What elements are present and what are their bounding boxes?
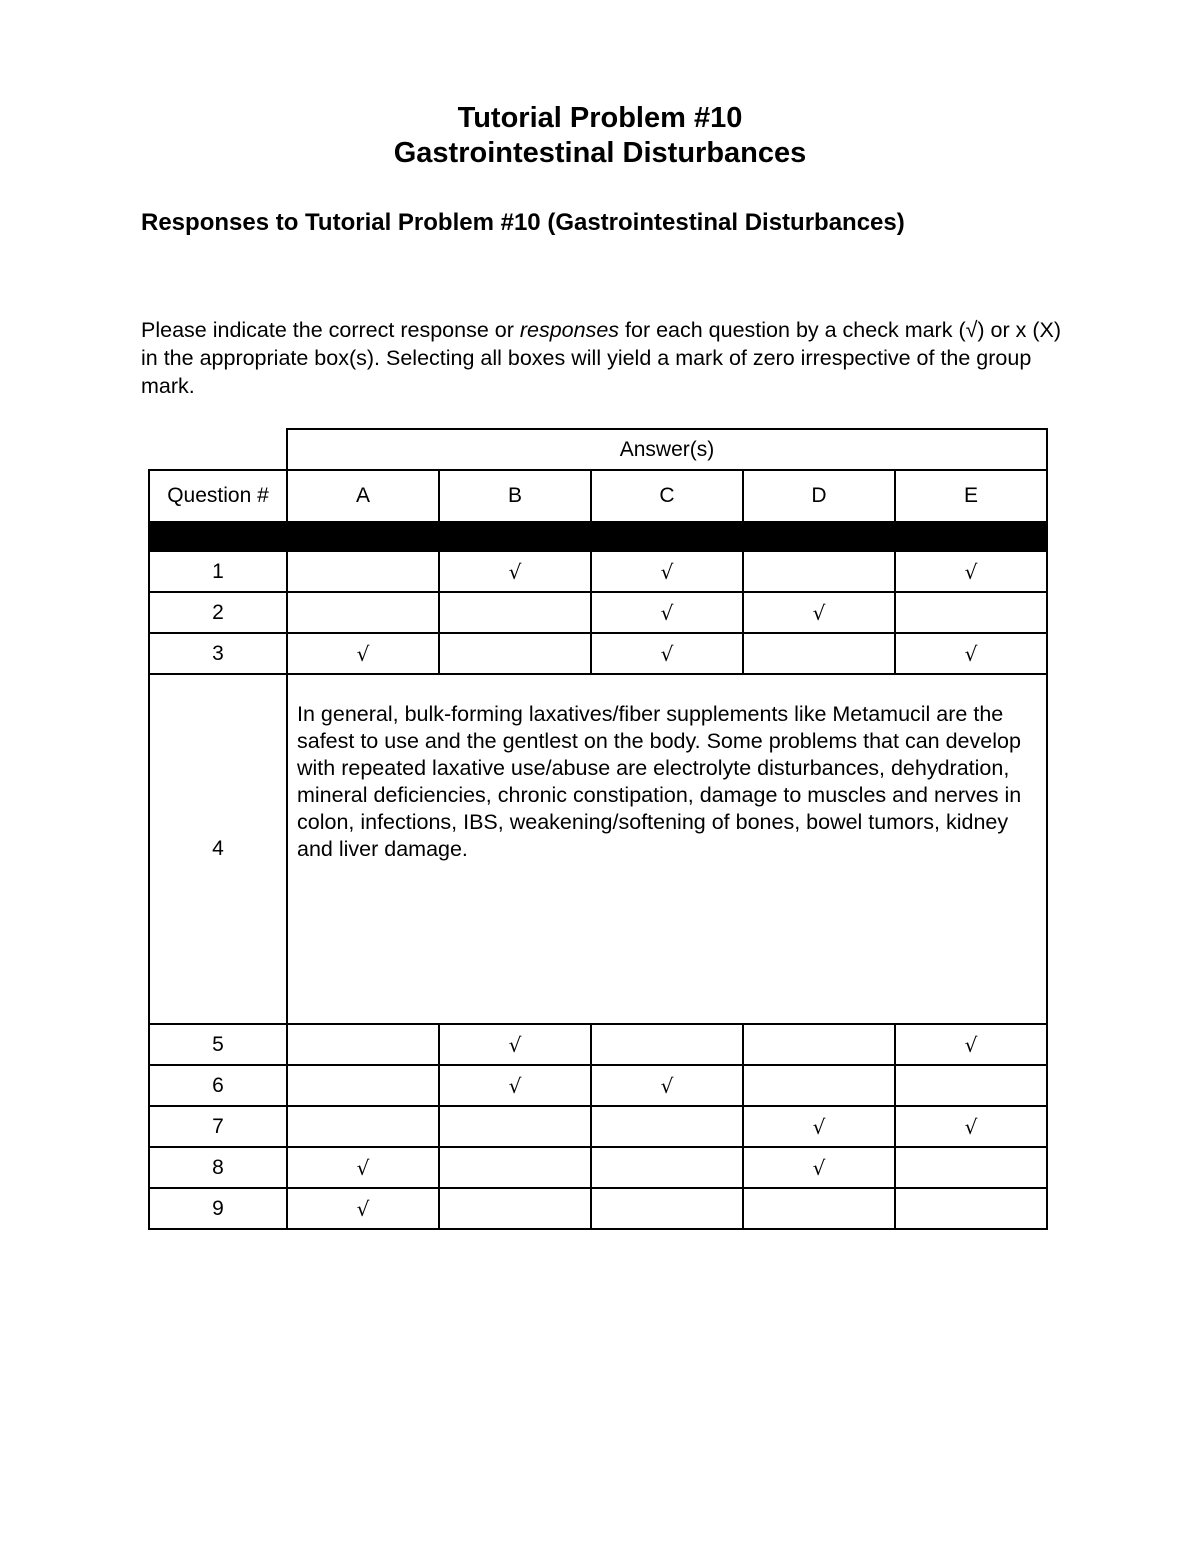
answer-cell[interactable]: √ xyxy=(895,1106,1047,1147)
table-row xyxy=(149,1188,1047,1229)
answer-cell[interactable] xyxy=(439,1147,591,1188)
answer-cell[interactable]: √ xyxy=(287,1188,439,1229)
answer-cell[interactable]: √ xyxy=(743,592,895,633)
question-number: 3 xyxy=(149,633,287,674)
question-number: 1 xyxy=(149,551,287,592)
answer-cell[interactable] xyxy=(287,1106,439,1147)
table-header-row xyxy=(149,470,1047,522)
answer-cell[interactable] xyxy=(287,551,439,592)
divider-row xyxy=(149,522,1047,551)
answer-cell[interactable] xyxy=(743,633,895,674)
answer-cell[interactable] xyxy=(439,592,591,633)
question-number: 6 xyxy=(149,1065,287,1106)
answer-cell[interactable] xyxy=(895,1188,1047,1229)
page-subtitle: Gastrointestinal Disturbances xyxy=(393,137,807,169)
answer-table xyxy=(148,469,1048,1230)
answer-text[interactable]: In general, bulk-forming laxatives/fiber supplements like Metamucil are the safest to use and the gentlest on the body. Some problems that can develop with repeated laxative use/abuse are electrolyte disturbances, dehydration, mineral deficiencies, chronic constipation, damage to muscles and nerves in colon, infections, IBS, weakening/softening of bones, bowel tumors, kidney and liver damage. xyxy=(287,674,1047,1024)
table-row xyxy=(149,1065,1047,1106)
answer-cell[interactable] xyxy=(591,1147,743,1188)
answer-cell[interactable] xyxy=(895,592,1047,633)
column-header-a: A xyxy=(287,470,439,522)
answer-cell[interactable]: √ xyxy=(439,1065,591,1106)
question-number: 5 xyxy=(149,1024,287,1065)
answer-cell[interactable] xyxy=(895,1147,1047,1188)
answer-cell[interactable]: √ xyxy=(591,633,743,674)
table-row xyxy=(149,551,1047,592)
instructions-text-1: Please indicate the correct response or xyxy=(141,318,520,342)
answer-cell[interactable] xyxy=(439,1188,591,1229)
instructions-italic: responses xyxy=(519,318,620,342)
answer-cell[interactable]: √ xyxy=(591,592,743,633)
question-header: Question # xyxy=(149,470,287,522)
answer-cell[interactable]: √ xyxy=(895,633,1047,674)
answer-cell[interactable] xyxy=(591,1024,743,1065)
answer-cell[interactable] xyxy=(743,1065,895,1106)
answer-cell[interactable]: √ xyxy=(591,1065,743,1106)
answer-cell[interactable] xyxy=(591,1106,743,1147)
answer-cell[interactable]: √ xyxy=(439,1024,591,1065)
instructions-text-2: for each question by a check mark (√) or x (X) in the appropriate box(s). Selecting all boxes will yield a mark of zero irrespective of the group mark. xyxy=(141,318,1062,398)
page-title: Tutorial Problem #10 xyxy=(457,102,743,134)
answer-cell[interactable] xyxy=(895,1065,1047,1106)
table-row xyxy=(149,1024,1047,1065)
table-row xyxy=(149,592,1047,633)
answer-cell[interactable] xyxy=(287,592,439,633)
answer-cell[interactable]: √ xyxy=(591,551,743,592)
question-number: 2 xyxy=(149,592,287,633)
answer-cell[interactable] xyxy=(743,551,895,592)
column-header-e: E xyxy=(895,470,1047,522)
question-number: 7 xyxy=(149,1106,287,1147)
answers-header: Answer(s) xyxy=(286,428,1048,470)
answer-cell[interactable]: √ xyxy=(439,551,591,592)
table-row xyxy=(149,1106,1047,1147)
answer-cell[interactable]: √ xyxy=(895,1024,1047,1065)
answer-cell[interactable] xyxy=(439,1106,591,1147)
instructions xyxy=(141,316,1061,400)
section-heading: Responses to Tutorial Problem #10 (Gastrointestinal Disturbances) xyxy=(141,209,905,236)
table-row xyxy=(149,674,1047,1024)
question-number: 8 xyxy=(149,1147,287,1188)
table-row xyxy=(149,633,1047,674)
column-header-d: D xyxy=(743,470,895,522)
answer-cell[interactable] xyxy=(287,1024,439,1065)
answer-cell[interactable] xyxy=(287,1065,439,1106)
column-header-c: C xyxy=(591,470,743,522)
table-row xyxy=(149,1147,1047,1188)
column-header-b: B xyxy=(439,470,591,522)
answer-cell[interactable]: √ xyxy=(743,1106,895,1147)
answer-cell[interactable] xyxy=(439,633,591,674)
question-number: 9 xyxy=(149,1188,287,1229)
answer-cell[interactable]: √ xyxy=(287,633,439,674)
answer-cell[interactable]: √ xyxy=(287,1147,439,1188)
question-number: 4 xyxy=(149,674,287,1024)
answer-cell[interactable] xyxy=(743,1024,895,1065)
answer-cell[interactable] xyxy=(743,1188,895,1229)
answer-cell[interactable]: √ xyxy=(743,1147,895,1188)
answer-cell[interactable]: √ xyxy=(895,551,1047,592)
answer-cell[interactable] xyxy=(591,1188,743,1229)
